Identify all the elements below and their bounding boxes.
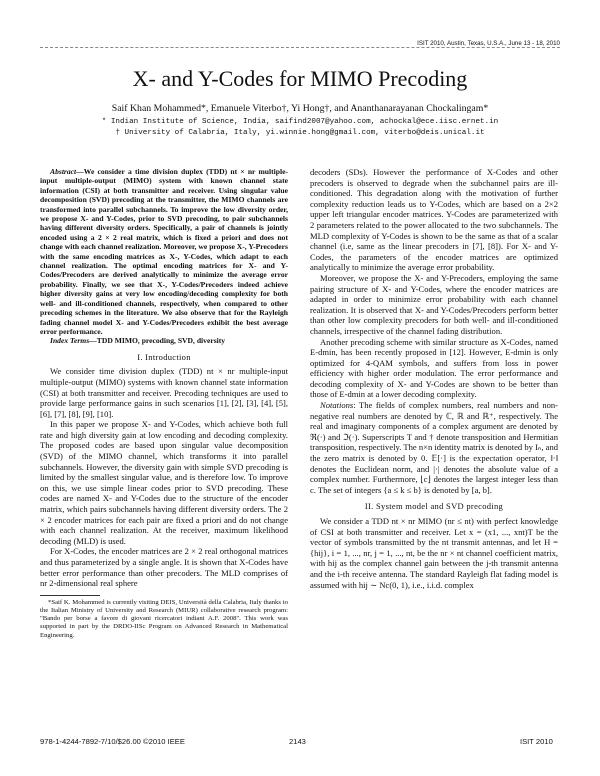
- notations-paragraph: [310, 400, 558, 495]
- intro-paragraph-2: In this paper we propose X- and Y-Codes, which achieve both full rate and high diversity gain at low encoding and decoding complexity. The proposed codes are based upon singular value decomposition (SVD) of the MIMO channel, which transforms it into parallel subchannels. However, the diversity gain with simple SVD precoding is limited by the smallest singular value, and is therefore low. To improve on this, we use simple linear codes prior to SVD precoding. These codes are named X- and Y-Codes due to the structure of the encoder matrix, which pairs subchannels having different diversity orders. The 2 × 2 encoder matrices for each pair are fixed a priori and do not change with each channel realization. At the receiver, maximum likelihood decoding (MLD) is used.: [40, 419, 288, 546]
- author-list: Saif Khan Mohammed*, Emanuele Viterbo†, Yi Hong†, and Ananthanarayanan Chockalingam*: [111, 103, 489, 114]
- footer-conference: ISIT 2010: [520, 737, 553, 746]
- conference-header: ISIT 2010, Austin, Texas, U.S.A., June 13 - 18, 2010: [417, 40, 560, 47]
- header-divider: [40, 47, 560, 48]
- intro-paragraph-3: For X-Codes, the encoder matrices are 2 × 2 real orthogonal matrices and thus parameterized by a single angle. It is shown that X-Codes have better error performance than other precoders. The MLD comprises of nr 2-dimensional real sphere: [40, 546, 288, 589]
- footer-isbn: 978-1-4244-7892-7/10/$26.00 ©2010 IEEE: [40, 737, 185, 746]
- index-terms: [40, 336, 288, 345]
- abstract: [40, 167, 288, 336]
- intro-paragraph-1: We consider time division duplex (TDD) nt × nr multiple-input multiple-output (MIMO) systems with known channel state information (CSI) at both transmitter and receiver. Precoding techniques are used to provide large performance gains in such scenarios [1], [2], [3], [4], [5], [6], [7], [8], [9], [10].: [40, 366, 288, 419]
- index-terms-label: Index Terms: [50, 336, 90, 346]
- notations-text: : The fields of complex numbers, real numbers and non-negative real numbers are denoted by ℂ, ℝ and ℝ⁺, respectively. The real and imaginary components of a complex argument are denoted by ℜ(·) and ℑ(·). Superscripts T and † denote transposition and Hermitian transposition, respectively. The n×n identity matrix is denoted by Iₙ, and the zero matrix is denoted by 0. 𝔼[·] is the expectation operator, ‖·‖ denotes the Euclidean norm, and |·| denotes the absolute value of a complex number. Furthermore, ⌊c⌋ denotes the largest integer less than c. The set of integers {a ≤ k ≤ b} is denoted by [a, b].: [310, 400, 558, 495]
- index-terms-text: —TDD MIMO, precoding, SVD, diversity: [89, 336, 226, 346]
- footnote: *Saif K. Mohammed is currently visiting DEIS, Università della Calabria, Italy thanks to the Italian Ministry of University and Research (MIUR) collaborative research program: "Bando per borse a favore di giovani ricercatori indiani A.F. 2008". This work was supported in part by the DRDO-IISc Program on Advanced Research in Mathematical Engineering.: [40, 598, 288, 639]
- footnote-divider: [40, 595, 100, 596]
- section-heading-system-model: II. System model and SVD precoding: [364, 501, 504, 512]
- right-paragraph-2: Moreover, we propose the X- and Y-Precoders, employing the same pairing structure of X- and Y-Codes, where the encoder matrices are adapted in order to minimize error probability with each channel realization. It is observed that X- and Y-Codes/Precoders perform better than other low complexity precoders for both well- and ill-conditioned channels, irrespective of the channel fading distribution.: [310, 272, 558, 336]
- right-column: [310, 167, 558, 590]
- affiliation-calabria: † University of Calabria, Italy, yi.winnie.hong@gmail.com, viterbo@deis.unical.it: [115, 129, 485, 137]
- abstract-label: Abstract: [50, 167, 77, 176]
- notations-label: Notations: [320, 400, 354, 411]
- paper-title: X- and Y-Codes for MIMO Precoding: [132, 66, 468, 91]
- section-heading-introduction: I. Introduction: [137, 351, 191, 362]
- left-column: [40, 167, 288, 640]
- system-model-paragraph: We consider a TDD nt × nr MIMO (nr ≤ nt) with perfect knowledge of CSI at both transmitter and receiver. Let x = (x1, ..., xnt)T be the vector of symbols transmitted by the nt transmit antennas, and let H = {hij}, i = 1, ..., nr, j = 1, ..., nt, be the nr × nt channel coefficient matrix, with hij as the complex channel gain between the j-th transmit antenna and the i-th receive antenna. The standard Rayleigh flat fading model is assumed with hij ∼ Nc(0, 1), i.e., i.i.d. complex: [310, 516, 558, 590]
- page-number: 2143: [289, 737, 306, 746]
- abstract-text: —We consider a time division duplex (TDD) nt × nr multiple-input multiple-output (MIMO) system with known channel state information (CSI) at both transmitter and receiver. Using singular value decomposition (SVD) precoding at the transmitter, the MIMO channels are transformed into parallel subchannels. To improve the low diversity order, we propose X- and Y-Codes, prior to SVD precoding, to pair subchannels having different diversity orders. Specifically, a pair of channels is jointly encoded using a 2 × 2 real matrix, which is fixed a priori and does not change with each channel realization. Moreover, we propose X-, Y-Precoders with the same encoding matrices as X-, Y-Codes, which adapt to each channel realization. The optimal encoding matrices for X- and Y-Codes/Precoders are derived analytically to minimize the average error probability. Finally, we see that X-, Y-Codes/Precoders indeed achieve higher diversity gains at very low encoding/decoding complexity for both well- and ill-conditioned channels, respectively, when compared to other precoding schemes in the literature. We also observe that for the Rayleigh fading channel model X- and Y-Codes/Precoders exhibit the best average error performance.: [40, 167, 288, 336]
- right-paragraph-3: Another precoding scheme with similar structure as X-Codes, named E-dmin, has been recently proposed in [12]. However, E-dmin is only optimized for 4-QAM symbols, and suffers from loss in power efficiency with higher order modulation. The error performance and decoding complexity of X- and Y-Codes are shown to be better than those of E-dmin at a lower decoding complexity.: [310, 336, 558, 400]
- affiliation-iisc: * Indian Institute of Science, India, saifind2007@yahoo.com, achockal@ece.iisc.ernet.in: [101, 118, 499, 126]
- right-paragraph-1: decoders (SDs). However the performance of X-Codes and other precoders is observed to degrade when the subchannel pairs are ill-conditioned. This degradation along with the motivation of further complexity reduction leads us to Y-Codes, which are based on a 2×2 upper left triangular encoder matrices. Y-Codes are parameterized with 2 parameters related to the power allocated to the two subchannels. The MLD complexity of Y-Codes is shown to be the same as that of a scalar channel (i.e, same as the linear precoders in [7], [8]). For X- and Y-Codes, the parameters of the encoder matrices are optimized analytically to minimize the average error probability.: [310, 167, 558, 273]
